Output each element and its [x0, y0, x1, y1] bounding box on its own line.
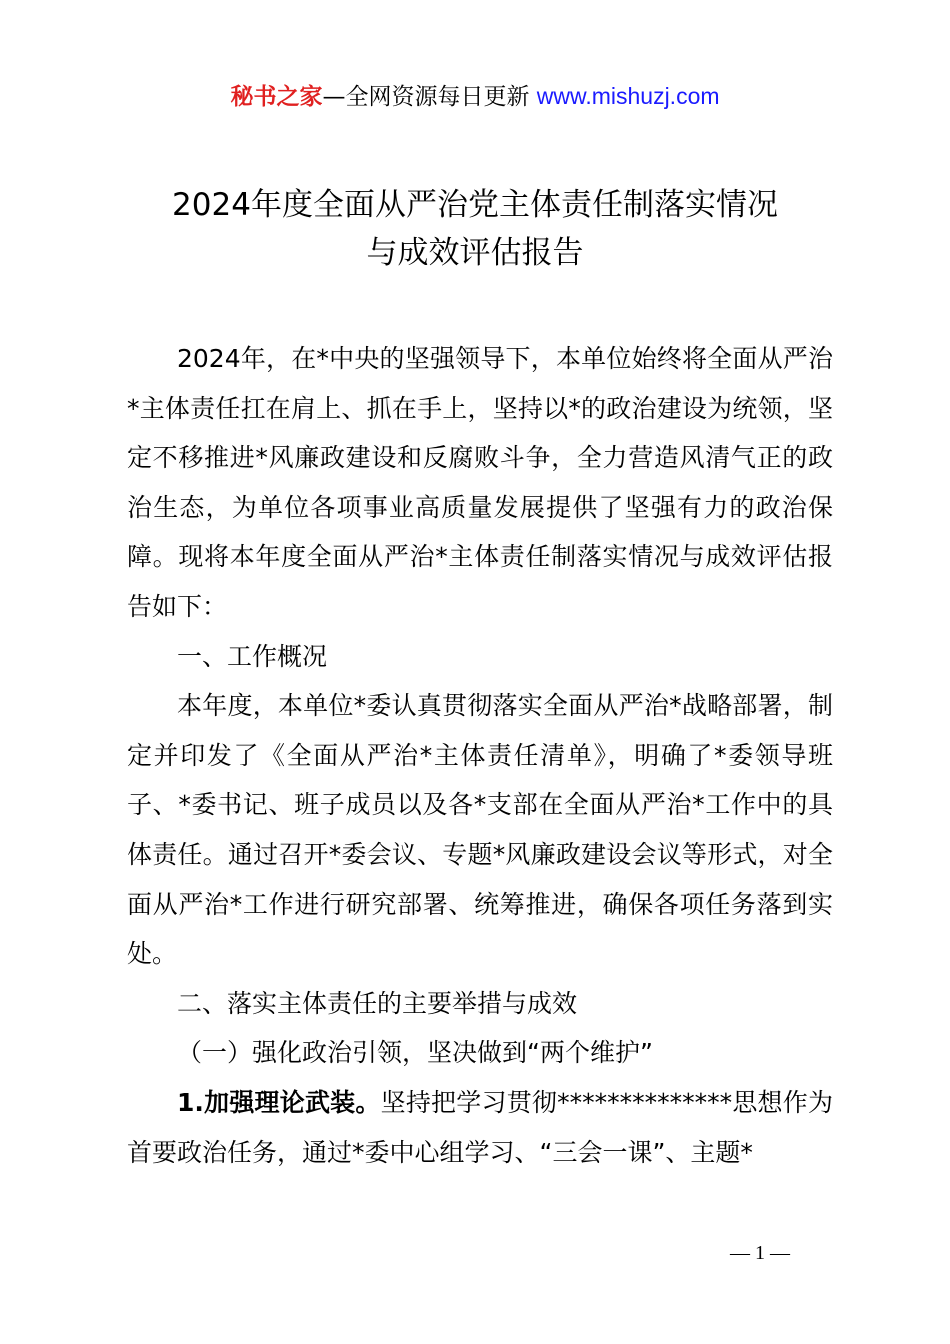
section-2-heading: 二、落实主体责任的主要举措与成效	[177, 988, 578, 1018]
item-1-text: 坚持把学习贯彻**************思想作为首要政治任务，通过*委中心组学习、“三会一课”、主题*	[127, 1087, 833, 1167]
intro-paragraph: 2024年，在*中央的坚强领导下，本单位始终将全面从严治*主体责任扛在肩上、抓在手上，坚持以*的政治建设为统领，坚定不移推进*风廉政建设和反腐败斗争，全力营造风清气正的政治生态，为单位各项事业高质量发展提供了坚强有力的政治保障。现将本年度全面从严治*主体责任制落实情况与成效评估报告如下：	[127, 344, 833, 621]
subsection-1-heading: （一）强化政治引领，坚决做到“两个维护”	[177, 1038, 653, 1068]
brand-name: 秘书之家	[230, 84, 323, 110]
item-1-lead: 1.加强理论武装。	[177, 1087, 381, 1117]
section-1-paragraph: 本年度，本单位*委认真贯彻落实全面从严治*战略部署，制定并印发了《全面从严治*主体责任清单》，明确了*委领导班子、*委书记、班子成员以及各*支部在全面从严治*工作中的具体责任。通过召开*委会议、专题*风廉政建设会议等形式，对全面从严治*工作进行研究部署、统筹推进，确保各项任务落到实处。	[127, 691, 833, 969]
document-title	[0, 181, 950, 277]
item-1-paragraph	[127, 1078, 833, 1177]
title-line-2: 与成效评估报告	[366, 235, 584, 271]
page-number: — 1 —	[730, 1242, 790, 1264]
site-url-link[interactable]: www.mishuzj.com	[536, 83, 720, 109]
site-header	[0, 80, 950, 113]
header-tagline: —全网资源每日更新	[322, 84, 530, 110]
section-1-heading: 一、工作概况	[177, 641, 328, 671]
title-line-1: 2024年度全面从严治党主体责任制落实情况	[172, 187, 778, 223]
document-body	[127, 334, 833, 1177]
